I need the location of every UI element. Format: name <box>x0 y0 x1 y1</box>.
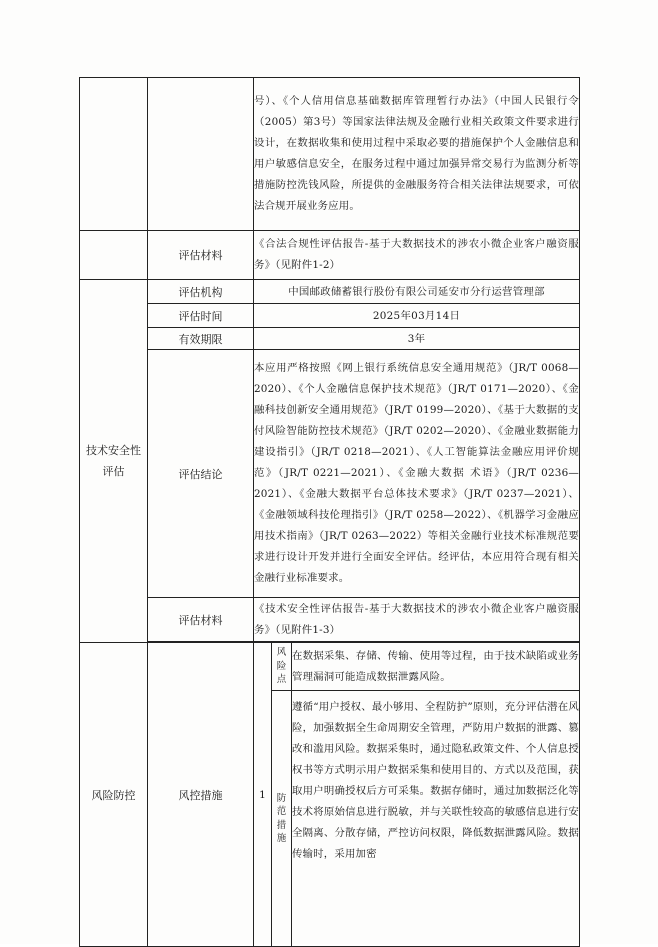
security-validity-label: 有效期限 <box>148 328 254 350</box>
security-material-label: 评估材料 <box>148 598 254 642</box>
risk-measure-label: 风控措施 <box>148 643 254 947</box>
security-material-value: 《技术安全性评估报告-基于大数据技术的涉农小微企业客户融资服务》（见附件1-3） <box>254 598 580 642</box>
security-validity-row <box>80 328 580 350</box>
security-time-value: 2025年03月14日 <box>254 304 580 328</box>
risk-item-number: 1 <box>254 643 272 947</box>
risk-prevention-label <box>272 691 292 947</box>
risk-point-label <box>272 643 292 691</box>
compliance-section-cell-continued <box>80 231 148 280</box>
risk-prevention-char: 范 <box>276 806 287 817</box>
security-agency-value: 中国邮政储蓄银行股份有限公司延安市分行运营管理部 <box>254 280 580 304</box>
risk-section-title: 风险防控 <box>80 643 148 947</box>
risk-point-char: 点 <box>276 674 287 686</box>
security-time-label: 评估时间 <box>148 304 254 328</box>
risk-point-value: 在数据采集、存储、传输、使用等过程，由于技术缺陷或业务管理漏洞可能造成数据泄露风险。 <box>292 643 580 691</box>
compliance-material-value: 《合法合规性评估报告-基于大数据技术的涉农小微企业客户融资服务》（见附件1-2） <box>254 231 580 280</box>
security-validity-value: 3年 <box>254 328 580 350</box>
security-material-row <box>80 598 580 642</box>
security-conclusion-label: 评估结论 <box>148 350 254 598</box>
risk-point-char: 险 <box>276 660 287 672</box>
security-agency-row <box>80 280 580 304</box>
compliance-section-cell <box>80 78 148 231</box>
compliance-content-text: 号）、《个人信用信息基础数据库管理暂行办法》（中国人民银行令（2005）第3号）等国家法律法规及金融行业相关政策文件要求进行设计，在数据收集和使用过程中采取必要的措施保护个人金融信息和用户敏感信息安全，在服务过程中通过加强异常交易行为监测分析等措施防控洗钱风险，所提供的金融服务符合相关法律法规要求，可依法合规开展业务应用。 <box>254 78 580 231</box>
compliance-material-label: 评估材料 <box>148 231 254 280</box>
risk-prevention-char: 施 <box>276 833 287 844</box>
security-conclusion-value: 本应用严格按照《网上银行系统信息安全通用规范》（JR/T 0068—2020）、《个人金融信息保护技术规范》（JR/T 0171—2020）、《金融科技创新安全通用规范》（JR/T 0199—2020）、《基于大数据的支付风险智能防控技术规范》（JR/T 0202—2020）、《金融业数据能力建设指引》（JR/T 0218—2021）、《人工智能算法金融应用评价规范》（JR/T 0221—2021）、《金融大数据 术语》（JR/T 0236—2021）、《金融大数据平台总体技术要求》（JR/T 0237—2021）、《金融领域科技伦理指引》（JR/T 0258—2022）、《机器学习金融应用技术指南》（JR/T 0263—2022）等相关金融行业技术标准规范要求进行设计开发并进行全面安全评估。经评估，本应用符合现有相关金融行业标准要求。 <box>254 350 580 598</box>
risk-point-char: 风 <box>276 647 287 659</box>
security-agency-label: 评估机构 <box>148 280 254 304</box>
compliance-material-row <box>80 231 580 280</box>
risk-prevention-value: 遵循“用户授权、最小够用、全程防护”原则，充分评估潜在风险，加强数据全生命周期安全管理，严防用户数据的泄露、篡改和滥用风险。数据采集时，通过隐私政策文件、个人信息授权书等方式明示用户数据采集和使用目的、方式以及范围，获取用户明确授权后方可采集。数据存储时，通过加数据泛化等技术将原始信息进行脱敏，并与关联性较高的敏感信息进行安全隔离、分散存储，严控访问权限，降低数据泄露风险。数据传输时，采用加密 <box>292 691 580 947</box>
risk-prevention-char: 防 <box>276 792 287 804</box>
security-time-row <box>80 304 580 328</box>
security-conclusion-row <box>80 350 580 598</box>
compliance-content-row <box>80 78 580 231</box>
evaluation-table <box>79 77 580 947</box>
risk-prevention-char: 措 <box>276 819 287 831</box>
compliance-sub-cell <box>148 78 254 231</box>
security-section-title: 技术安全性评估 <box>80 280 148 643</box>
risk-point-row <box>80 643 580 691</box>
